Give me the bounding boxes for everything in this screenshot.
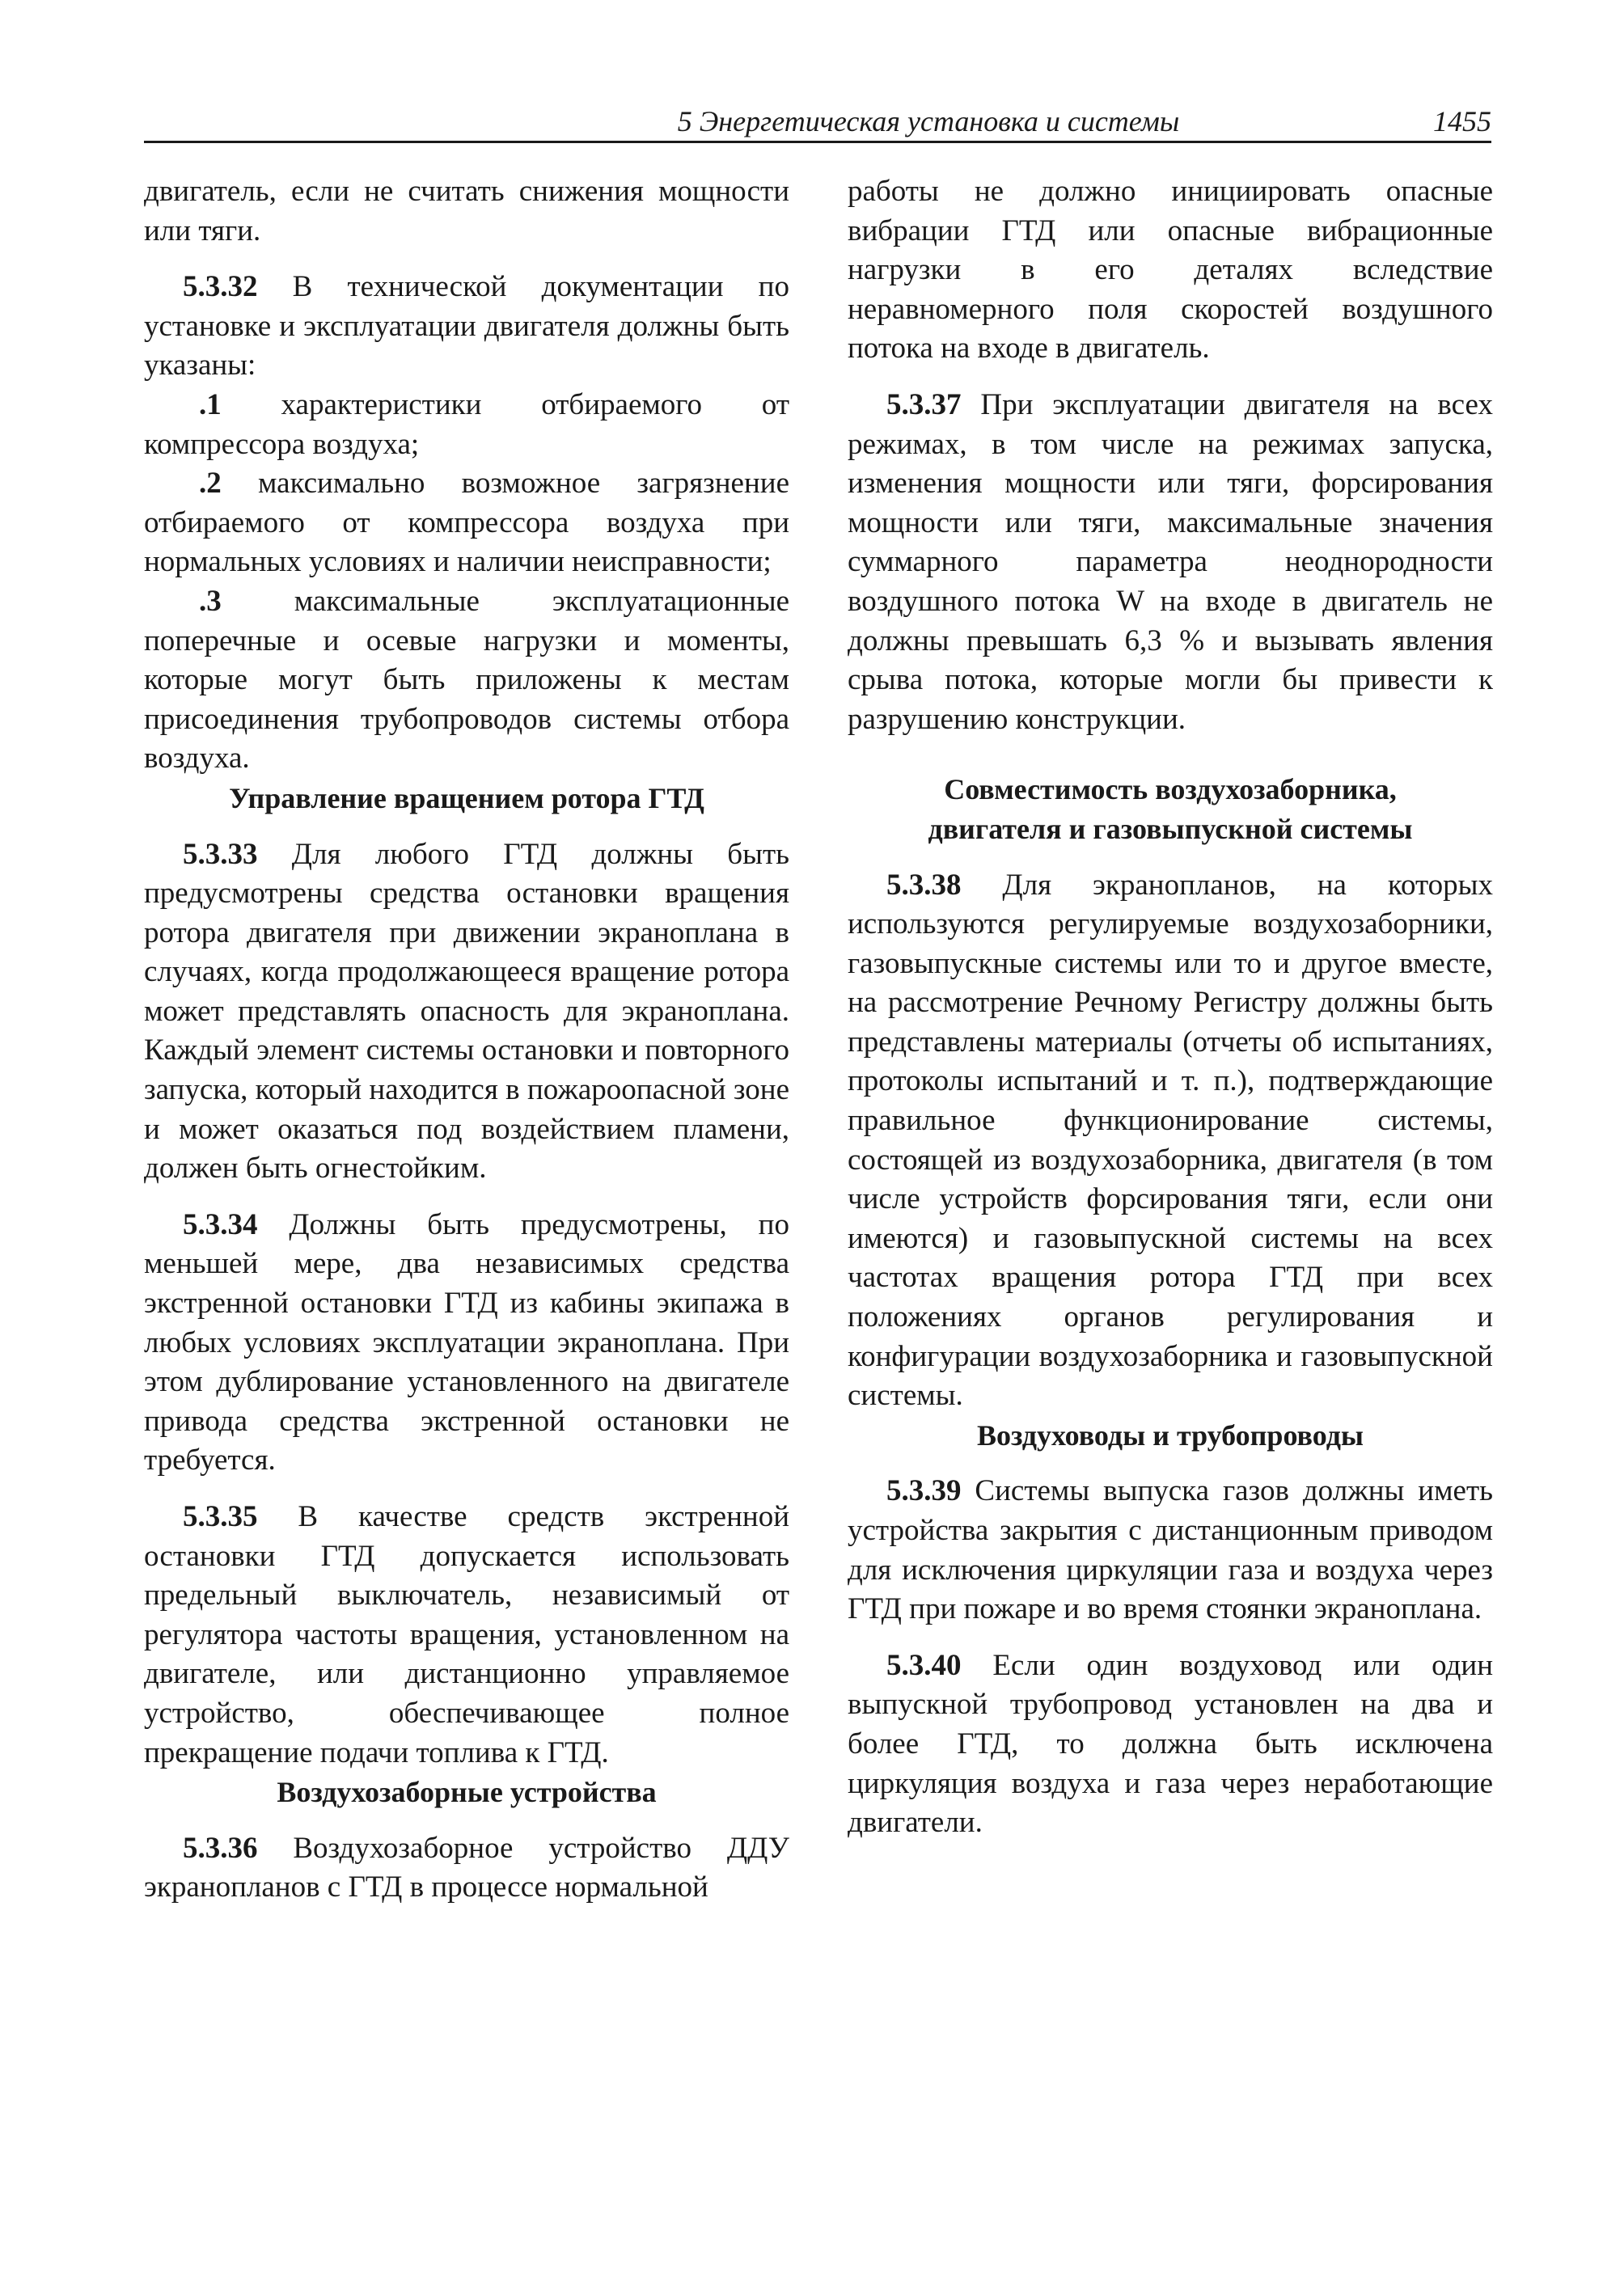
clause-text: Воздухозаборное устройство ДДУ экранопланов с ГТД в процессе нормальной bbox=[144, 1831, 789, 1904]
list-item bbox=[144, 582, 789, 779]
section-heading-rotor: Управление вращением ротора ГТД bbox=[229, 781, 704, 814]
clause-text: Системы выпуска газов должны иметь устройства закрытия с дистанционным приводом для исключения циркуляции газа и воздуха через ГТД при пожаре и во время стоянки экраноплана. bbox=[848, 1474, 1493, 1626]
item-number: .2 bbox=[199, 467, 222, 501]
clause-5-3-35 bbox=[144, 1498, 789, 1773]
list-item bbox=[144, 464, 789, 582]
clause-text: Должны быть предусмотрены, по меньшей мере, два независимых средства экстренной остановки ГТД из кабины экипажа в любых условиях эксплуатации экраноплана. При этом дублирование установленного на двигателе привода средства экстренной остановки не требуется. bbox=[144, 1207, 789, 1477]
clause-text: Если один воздуховод или один выпускной трубопровод установлен на два и более ГТД, то должна быть исключена циркуляция воздуха и газа через неработающие двигатели. bbox=[848, 1648, 1493, 1840]
section-heading-intake: Воздухозаборные устройства bbox=[277, 1776, 657, 1809]
running-title: 5 Энергетическая установка и системы bbox=[677, 105, 1180, 137]
item-number: .1 bbox=[199, 387, 222, 421]
clause-number: 5.3.39 bbox=[886, 1474, 962, 1508]
heading-line: Совместимость воздухозаборника, bbox=[944, 773, 1397, 806]
item-text: характеристики отбираемого от компрессора воздуха; bbox=[144, 387, 789, 461]
clause-5-3-39 bbox=[848, 1472, 1493, 1629]
clause-number: 5.3.36 bbox=[183, 1831, 258, 1865]
clause-number: 5.3.34 bbox=[183, 1207, 258, 1241]
clause-5-3-40 bbox=[848, 1646, 1493, 1843]
clause-5-3-37 bbox=[848, 386, 1493, 739]
clause-number: 5.3.33 bbox=[183, 837, 258, 871]
list-item bbox=[144, 386, 789, 464]
left-column bbox=[144, 172, 789, 1908]
heading-line: двигателя и газовыпускной системы bbox=[928, 812, 1413, 845]
clause-text: Для любого ГТД должны быть предусмотрены средства остановки вращения ротора двигателя при движении экраноплана в случаях, когда продолжающееся вращение ротора может представлять опасность для экраноплана. Каждый элемент системы остановки и повторного запуска, который находится в пожароопасной зоне и может оказаться под воздействием пламени, должен быть огнестойким. bbox=[144, 837, 789, 1186]
clause-number: 5.3.32 bbox=[183, 270, 258, 304]
paragraph-continuation: работы не должно инициировать опасные вибрации ГТД или опасные вибрационные нагрузки в его деталях вследствие неравномерного поля скоростей воздушного потока на входе в двигатель. bbox=[848, 175, 1493, 366]
item-text: максимально возможное загрязнение отбираемого от компрессора воздуха при нормальных условиях и наличии неисправности; bbox=[144, 467, 789, 579]
clause-5-3-36 bbox=[144, 1829, 789, 1908]
clause-number: 5.3.37 bbox=[886, 387, 962, 421]
clause-text: Для экранопланов, на которых используются регулируемые воздухозаборники, газовыпускные системы или то и другое вместе, на рассмотрение Речному Регистру должны быть представлены материалы (отчеты об испытаниях, протоколы испытаний и т. п.), подтверждающие правильное функционирование системы, состоящей из воздухозаборника, двигателя (в том числе устройств форсирования тяги, если они имеются) и газовыпускной системы на всех частотах вращения ротора ГТД при всех положениях органов регулирования и конфигурации воздухозаборника и газовыпускной системы. bbox=[848, 868, 1493, 1413]
clause-text: В технической документации по установке и эксплуатации двигателя должны быть указаны: bbox=[144, 270, 789, 383]
item-text: максимальные эксплуатационные поперечные и осевые нагрузки и моменты, которые могут быть приложены к местам присоединения трубопроводов системы отбора воздуха. bbox=[144, 584, 789, 776]
clause-number: 5.3.35 bbox=[183, 1500, 258, 1533]
clause-number: 5.3.38 bbox=[886, 868, 962, 902]
clause-5-3-33 bbox=[144, 835, 789, 1189]
section-heading-compatibility bbox=[848, 770, 1493, 848]
item-number: .3 bbox=[199, 584, 222, 618]
page-number: 1455 bbox=[1433, 105, 1491, 137]
clause-5-3-34 bbox=[144, 1206, 789, 1481]
right-column bbox=[848, 172, 1493, 1843]
clause-number: 5.3.40 bbox=[886, 1648, 962, 1682]
clause-text: При эксплуатации двигателя на всех режимах, в том числе на режимах запуска, изменения мощности или тяги, форсирования мощности или тяги, максимальные значения суммарного параметра неоднородности воздушного потока W на входе в двигатель не должны превышать 6,3 % и вызывать явления срыва потока, которые могли бы привести к разрушению конструкции. bbox=[848, 387, 1493, 736]
clause-5-3-32 bbox=[144, 268, 789, 386]
section-heading-ducts: Воздуховоды и трубопроводы bbox=[976, 1418, 1364, 1452]
running-header bbox=[144, 104, 1491, 143]
clause-5-3-38 bbox=[848, 866, 1493, 1416]
paragraph-continuation: двигатель, если не считать снижения мощности или тяги. bbox=[144, 175, 789, 247]
clause-text: В качестве средств экстренной остановки ГТД допускается использовать предельный выключатель, независимый от регулятора частоты вращения, установленном на двигателе, или дистанционно управляемое устройство, обеспечивающее полное прекращение подачи топлива к ГТД. bbox=[144, 1500, 789, 1769]
